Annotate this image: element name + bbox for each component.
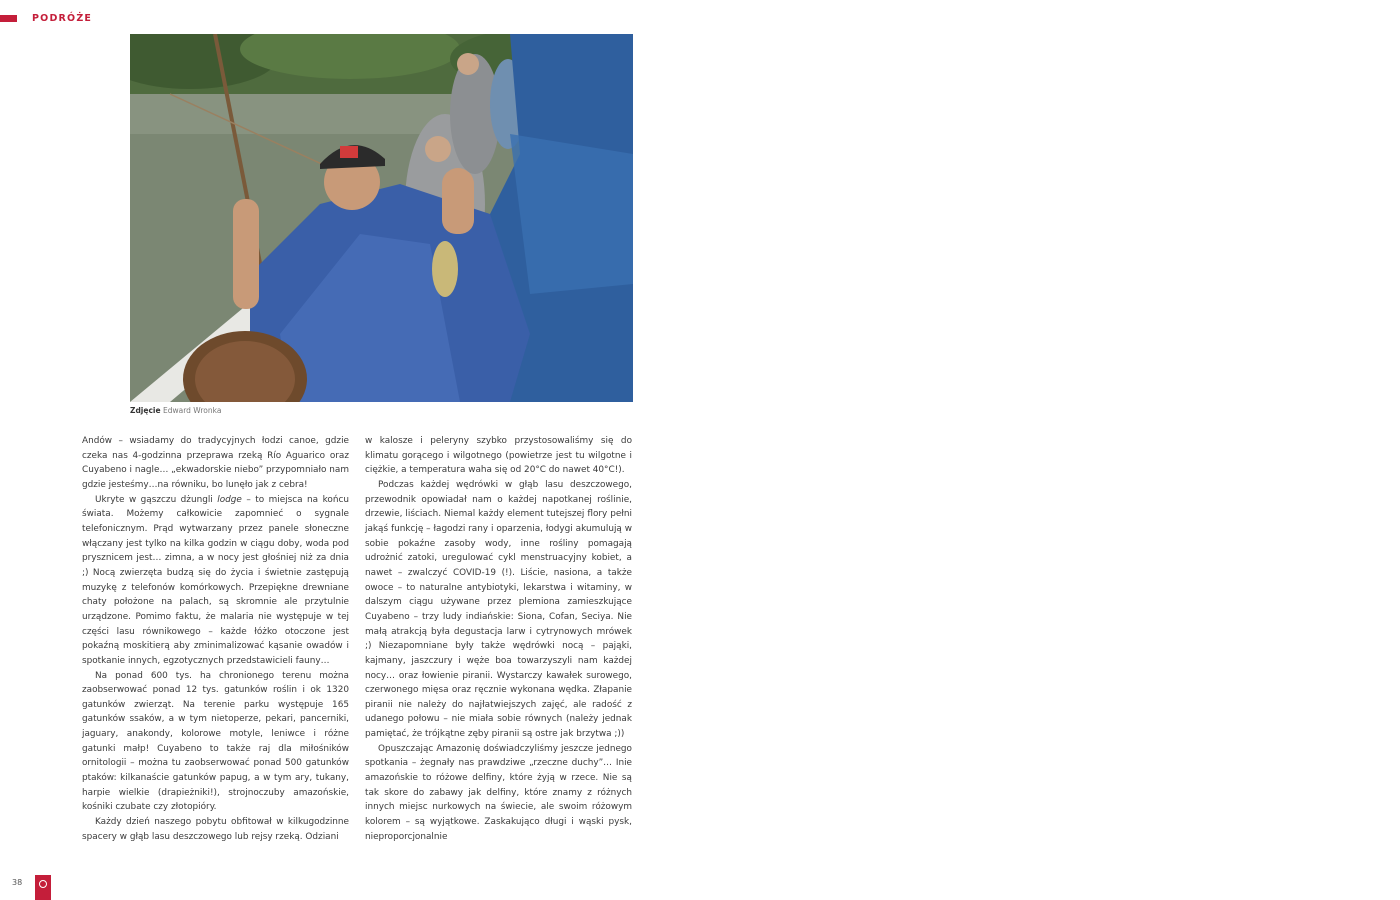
- section-label: PODRÓŻE: [32, 13, 93, 24]
- article-photo: [130, 34, 633, 402]
- paragraph: Każdy dzień naszego pobytu obfitował w kilkugodzinne spacery w głąb lasu deszczowego lub rejsy rzeką. Odziani: [82, 817, 349, 842]
- italic-term: lodge: [217, 494, 242, 505]
- article-column-left: [82, 434, 349, 844]
- section-accent-bar: [0, 15, 17, 22]
- caption-author: Edward Wronka: [162, 406, 222, 415]
- paragraph-text: – to miejsca na końcu świata. Możemy całkowicie zapomnieć o sygnale telefonicznym. Prąd wytwarzany przez panele słoneczne włączany jest tylko na kilka godzin w ciągu doby, woda pod prysznicem jest… zimna, a w nocy jest głośniej niż za dnia ;) Nocą zwierzęta budzą się do życia i świetnie zastępują muzykę z telefonów komórkowych. Przepiękne drewniane chaty położone na palach, są skromnie ale przytulnie urządzone. Pomimo faktu, że malaria nie występuje w tej części lasu równikowego – każde łóżko otoczone jest pokaźną moskitierą aby zminimalizować kąsanie owadów i spotkanie innych, egzotycznych przedstawicieli fauny…: [82, 494, 349, 666]
- paragraph: [82, 493, 349, 669]
- article-column-right: [365, 434, 632, 844]
- paragraph-text: Ukryte w gąszczu dżungli: [95, 494, 218, 505]
- paragraph: w kalosze i peleryny szybko przystosowaliśmy się do klimatu gorącego i wilgotnego (powietrze jest tu wilgotne i ciężkie, a temperatura waha się od 20°C do nawet 40°C!).: [365, 436, 632, 476]
- magazine-logo-icon: [35, 875, 51, 900]
- caption-label: Zdjęcie: [130, 406, 161, 415]
- paragraph: Andów – wsiadamy do tradycyjnych łodzi canoe, gdzie czeka nas 4-godzinna przeprawa rzeką Río Aguarico oraz Cuyabeno i nagle… „ekwadorskie niebo” przypomniało nam gdzie jesteśmy…na równiku, bo lunęło jak z cebra!: [82, 436, 349, 490]
- photo-caption: [130, 406, 221, 415]
- paragraph: Opuszczając Amazonię doświadczyliśmy jeszcze jednego spotkania – żegnały nas prawdziwe „rzeczne duchy”… Inie amazońskie to różowe delfiny, które żyją w rzece. Nie są tak skore do zabawy jak delfiny, które znamy z różnych innych miejsc nurkowych na świecie, ale swoim różowym kolorem – są wyjątkowe. Zaskakująco długi i wąski pysk, nieproporcjonalnie: [365, 743, 632, 842]
- paragraph: Na ponad 600 tys. ha chronionego terenu można zaobserwować ponad 12 tys. gatunków roślin i ok 1320 gatunków zwierząt. Na terenie parku występuje 165 gatunków ssaków, a w tym nietoperze, pekari, pancerniki, jaguary, anakondy, kolorowe motyle, leniwce i różne gatunki małp! Cuyabeno to także raj dla miłośników ornitologii – można tu zaobserwować ponad 500 gatunków ptaków: kilkanaście gatunków papug, a w tym ary, tukany, harpie wielkie (drapieżniki!), strojnoczuby amazońskie, kośniki czubate czy złotopióry.: [82, 670, 349, 813]
- page-number: 38: [12, 878, 23, 887]
- paragraph: Podczas każdej wędrówki w głąb lasu deszczowego, przewodnik opowiadał nam o każdej napotkanej roślinie, drzewie, liściach. Niemal każdy element tutejszej flory pełni jakąś funkcję – łagodzi rany i oparzenia, łodygi akumulują w sobie pokaźne zasoby wody, inne rośliny pomagają udrożnić zatoki, uregulować cykl menstruacyjny kobiet, a nawet – zwalczyć COVID-19 (!). Liście, nasiona, a także owoce – to naturalne antybiotyki, lekarstwa i witaminy, w dalszym ciągu używane przez plemiona zamieszkujące Cuyabeno – trzy ludy indiańskie: Siona, Cofan, Seciya. Nie małą atrakcją była degustacja larw i cytrynowych mrówek ;) Niezapomniane były także wędrówki nocą – pająki, kajmany, jaszczury i węże boa towarzyszyli nam każdej nocy… oraz łowienie piranii. Wystarczy kawałek surowego, czerwonego mięsa oraz ręcznie wykonana wędka. Złapanie piranii nie należy do najłatwiejszych zajęć, ale radość z udanego połowu – nie miała sobie równych (należy jednak pamiętać, że trójkątne zęby piranii są ostre jak brzytwa ;)): [365, 479, 632, 740]
